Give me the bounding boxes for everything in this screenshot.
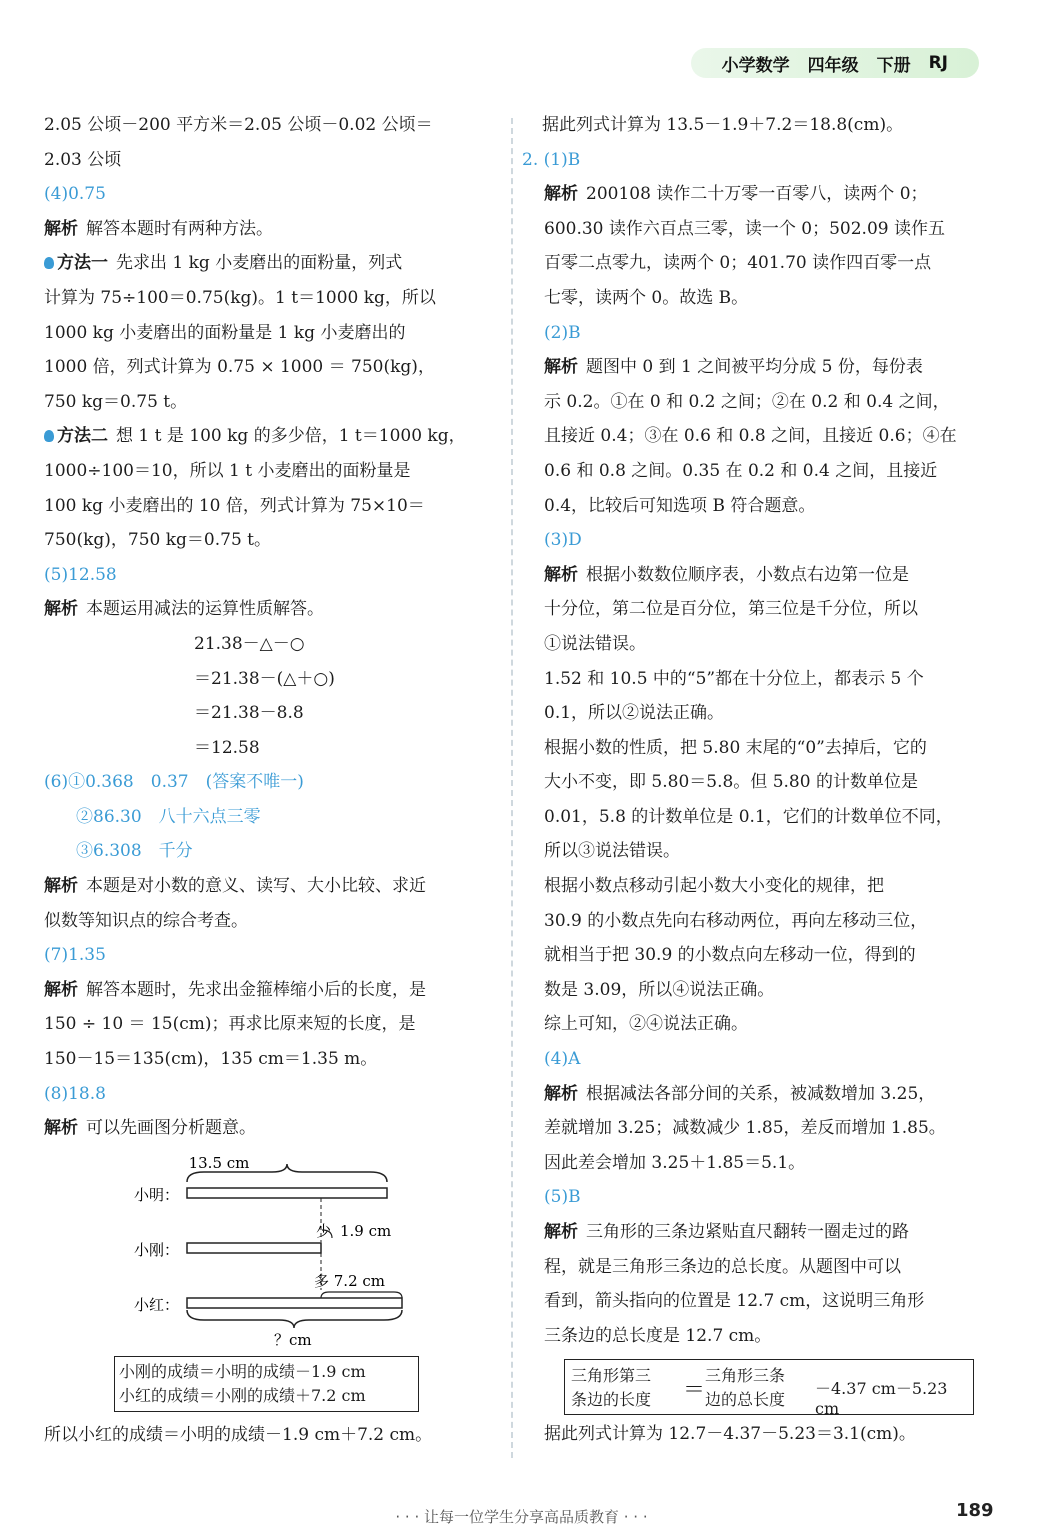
line-segment-diagram	[44, 1150, 444, 1380]
grade: 四年级	[807, 55, 859, 76]
formula-tail: －4.37 cm－5.23 cm	[815, 1379, 948, 1419]
bulb-icon	[44, 430, 54, 442]
top-length-label: 13.5 cm	[188, 1153, 250, 1172]
question-2-answer-1: 2. (1)B	[522, 149, 581, 170]
answer-2-5: (5)B	[544, 1187, 581, 1208]
analysis-label: 解析	[544, 1083, 578, 1104]
text-line: 计算为 75÷100＝0.75(kg)。1 t＝1000 kg，所以	[44, 287, 436, 308]
text-line: 十分位，第二位是百分位，第三位是千分位，所以	[544, 599, 918, 620]
formula-text: 三角形第三	[571, 1366, 652, 1386]
text-line: 根据小数点移动引起小数大小变化的规律，把	[544, 876, 884, 897]
text-line: 就相当于把 30.9 的小数点向左移动一位，得到的	[544, 945, 916, 966]
analysis-label: 解析	[544, 564, 578, 585]
text-line: 综上可知，②④说法正确。	[544, 1014, 748, 1035]
text-line: ①说法错误。	[544, 633, 646, 654]
text-line: 0.4，比较后可知选项 B 符合题意。	[544, 495, 816, 516]
answer-2-3: (3)D	[544, 530, 582, 551]
analysis-text: 可以先画图分析题意。	[86, 1118, 256, 1139]
answer-2-2: (2)B	[544, 322, 581, 343]
text-line: 150－15＝135(cm)，135 cm＝1.35 m。	[44, 1049, 378, 1070]
analysis-label: 解析	[44, 876, 78, 897]
method-two-label: 方法二	[57, 426, 108, 447]
less-label: 少	[316, 1221, 332, 1240]
page-number: 189	[956, 1500, 994, 1521]
method-two	[44, 419, 486, 454]
answer-7: (7)1.35	[44, 945, 106, 966]
text-line: 据此列式计算为 13.5－1.9＋7.2＝18.8(cm)。	[542, 115, 904, 135]
analysis-2-5	[522, 1215, 988, 1250]
calc-step: ＝12.58	[194, 737, 260, 758]
analysis-label: 解析	[544, 357, 578, 378]
analysis-text: 题图中 0 到 1 之间被平均分成 5 份，每份表	[586, 357, 923, 378]
less-length-label: 1.9 cm	[340, 1221, 392, 1240]
subject: 小学数学	[721, 55, 790, 76]
text-line: 根据小数的性质，把 5.80 末尾的“0”去掉后，它的	[544, 737, 927, 758]
equals-sign: ＝	[683, 1378, 706, 1404]
method-one	[44, 246, 486, 281]
answer-6-2: ②86.30 八十六点三零	[76, 806, 261, 827]
formula-text: 三角形三条	[705, 1366, 786, 1386]
formula-line: 小刚的成绩＝小明的成绩－1.9 cm	[119, 1361, 366, 1381]
xiaoming-bar	[187, 1188, 387, 1198]
analysis-text: 200108 读作二十万零一百零八，读两个 0；	[586, 184, 928, 205]
formula-line: 小红的成绩＝小刚的成绩＋7.2 cm	[119, 1385, 366, 1405]
text-line: 数是 3.09，所以④说法正确。	[544, 979, 775, 1000]
analysis-6	[44, 869, 486, 904]
text-line: 三条边的总长度是 12.7 cm。	[544, 1325, 772, 1346]
text-line: 1000÷100＝10，所以 1 t 小麦磨出的面粉量是	[44, 460, 411, 481]
analysis-text: 根据小数数位顺序表，小数点右边第一位是	[586, 564, 909, 585]
text-line: 似数等知识点的综合考查。	[44, 910, 248, 931]
analysis-2-4	[522, 1077, 988, 1112]
analysis-2-1	[522, 177, 988, 212]
analysis-4	[44, 212, 486, 247]
text-line: 750(kg)，750 kg＝0.75 t。	[44, 530, 272, 551]
analysis-5	[44, 592, 486, 627]
header-badge	[691, 48, 979, 78]
text-line: 看到，箭头指向的位置是 12.7 cm，这说明三角形	[544, 1291, 925, 1312]
text-line: 所以③说法错误。	[544, 841, 680, 862]
method-one-label: 方法一	[57, 253, 108, 274]
text-line: 2.03 公顷	[44, 149, 122, 170]
analysis-label: 解析	[44, 599, 78, 620]
xiaogang-bar	[187, 1243, 321, 1253]
analysis-text: 本题运用减法的运算性质解答。	[86, 599, 324, 620]
analysis-2-2	[522, 350, 988, 385]
analysis-text: 解答本题时有两种方法。	[86, 218, 273, 239]
answer-5: (5)12.58	[44, 564, 117, 585]
text-line: 且接近 0.4；③在 0.6 和 0.8 之间，且接近 0.6；④在	[544, 426, 957, 447]
more-length-label: 多 7.2 cm	[314, 1271, 386, 1290]
formula-box-triangle	[564, 1359, 974, 1419]
text-line: 七零，读两个 0。故选 B。	[544, 287, 749, 308]
answer-6-1: (6)①0.368 0.37 (答案不唯一)	[44, 772, 304, 793]
fraction-right	[705, 1364, 785, 1412]
formula-text: 边的总长度	[705, 1390, 786, 1410]
unknown-length-label: ？cm	[274, 1330, 312, 1349]
xiaohong-bar	[187, 1298, 402, 1308]
xiaohong-label: 小红：	[134, 1295, 180, 1314]
xiaoming-label: 小明：	[134, 1185, 180, 1204]
text-line: 750 kg＝0.75 t。	[44, 391, 188, 412]
column-divider	[511, 118, 513, 1458]
text-line: 1.52 和 10.5 中的“5”都在十分位上，都表示 5 个	[544, 668, 924, 689]
analysis-label: 解析	[544, 1222, 578, 1242]
calc-step: ＝21.38－(△＋○)	[194, 668, 335, 689]
analysis-8	[44, 1111, 486, 1146]
analysis-text: 根据减法各部分间的关系，被减数增加 3.25，	[586, 1083, 936, 1104]
diagram-svg	[44, 1150, 444, 1350]
text-line: 1000 倍，列式计算为 0.75 × 1000 ＝ 750(kg)，	[44, 357, 435, 378]
conclusion: 所以小红的成绩＝小明的成绩－1.9 cm＋7.2 cm。	[44, 1424, 433, 1445]
analysis-2-3	[522, 558, 988, 593]
analysis-label: 解析	[44, 1118, 78, 1139]
analysis-text: 三角形的三条边紧贴直尺翻转一圈走过的路	[586, 1222, 909, 1242]
analysis-label: 解析	[44, 218, 78, 239]
text-line: 30.9 的小数点先向右移动两位，再向左移动三位，	[544, 910, 928, 931]
xiaogang-label: 小刚：	[134, 1240, 180, 1259]
text-line: 1000 kg 小麦磨出的面粉量是 1 kg 小麦磨出的	[44, 322, 406, 343]
text-line: 600.30 读作六百点三零，读一个 0；502.09 读作五	[544, 218, 945, 239]
left-column	[44, 108, 486, 1452]
text-line: 示 0.2。①在 0 和 0.2 之间；②在 0.2 和 0.4 之间，	[544, 391, 950, 412]
text-line: 150 ÷ 10 ＝ 15(cm)；再求比原来短的长度，是	[44, 1014, 416, 1035]
text-line: 大小不变，即 5.80＝5.8。但 5.80 的计数单位是	[544, 772, 918, 793]
edition: RJ	[928, 53, 948, 73]
analysis-label: 解析	[44, 979, 78, 1000]
text-line: 100 kg 小麦磨出的 10 倍，列式计算为 75×10＝	[44, 495, 425, 516]
text-line: 据此列式计算为 12.7－4.37－5.23＝3.1(cm)。	[544, 1424, 916, 1445]
method-text: 先求出 1 kg 小麦磨出的面粉量，列式	[116, 253, 403, 274]
analysis-7	[44, 973, 486, 1008]
text-line: 0.01，5.8 的计数单位是 0.1，它们的计数单位不同，	[544, 806, 953, 827]
calc-step: 21.38－△－○	[194, 633, 305, 654]
text-line: 因此差会增加 3.25＋1.85＝5.1。	[544, 1152, 806, 1173]
text-line: 2.05 公顷－200 平方米＝2.05 公顷－0.02 公顷＝	[44, 115, 433, 135]
footer-slogan: · · · 让每一位学生分享高品质教育 · · ·	[395, 1508, 648, 1526]
answer-6-3: ③6.308 千分	[76, 841, 193, 862]
text-line: 0.1，所以②说法正确。	[544, 703, 725, 724]
calc-step: ＝21.38－8.8	[194, 703, 304, 724]
text-line: 差就增加 3.25；减数减少 1.85，差反而增加 1.85。	[544, 1118, 946, 1139]
term: 下册	[876, 55, 911, 76]
more-brace	[321, 1292, 402, 1298]
text-line: 0.6 和 0.8 之间。0.35 在 0.2 和 0.4 之间，且接近	[544, 460, 938, 481]
method-text: 想 1 t 是 100 kg 的多少倍，1 t＝1000 kg，	[116, 426, 466, 447]
answer-4: (4)0.75	[44, 184, 106, 205]
bulb-icon	[44, 257, 54, 269]
analysis-text: 本题是对小数的意义、读写、大小比较、求近	[86, 876, 426, 897]
answer-2-4: (4)A	[544, 1049, 581, 1070]
right-column	[522, 108, 988, 1452]
answer-8: (8)18.8	[44, 1083, 106, 1104]
text-line: 百零二点零九，读两个 0；401.70 读作四百零一点	[544, 253, 932, 274]
analysis-text: 解答本题时，先求出金箍棒缩小后的长度，是	[86, 979, 426, 1000]
analysis-label: 解析	[544, 184, 578, 205]
formula-text: 条边的长度	[571, 1390, 652, 1410]
bottom-brace	[187, 1310, 402, 1328]
text-line: 程，就是三角形三条边的总长度。从题图中可以	[544, 1256, 901, 1277]
fraction-left	[571, 1364, 651, 1412]
